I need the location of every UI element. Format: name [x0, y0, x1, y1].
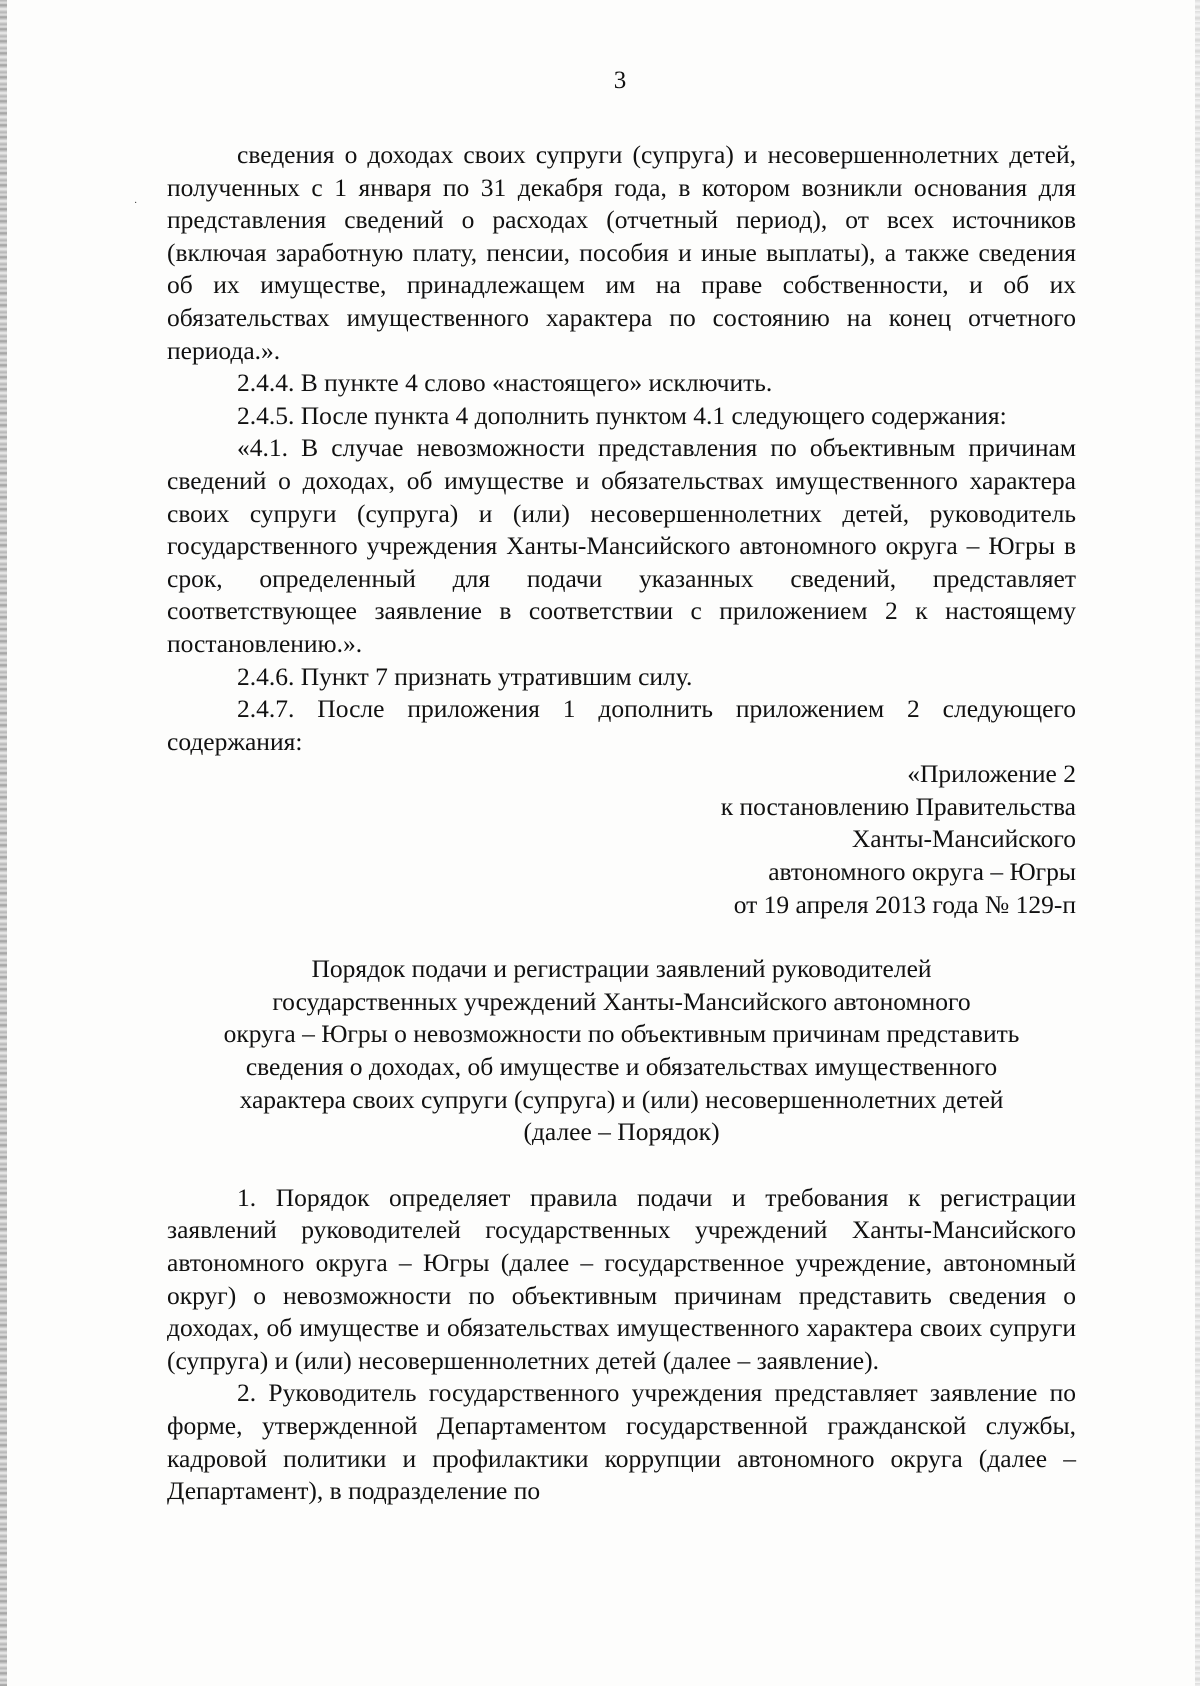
title-line-2: государственных учреждений Ханты-Мансийского автономного	[272, 986, 971, 1016]
document-body	[167, 139, 1076, 1508]
appendix-line-1: «Приложение 2	[907, 759, 1076, 789]
item-2-4-7: 2.4.7. После приложения 1 дополнить приложением 2 следующего содержания:	[167, 694, 1076, 756]
title-line-1: Порядок подачи и регистрации заявлений руководителей	[311, 954, 932, 984]
appendix-line-5: от 19 апреля 2013 года № 129-п	[733, 889, 1076, 919]
order-paragraph-2: 2. Руководитель государственного учреждения представляет заявление по форме, утвержденной Департаментом государственной гражданской службы, кадровой политики и профилактики коррупции автономного округа (далее – Департамент), в подразделение по	[167, 1378, 1076, 1506]
title-spacer	[167, 1149, 1076, 1182]
title-line-6: (далее – Порядок)	[523, 1117, 720, 1147]
order-paragraph-1: 1. Порядок определяет правила подачи и требования к регистрации заявлений руководителей государственных учреждений Ханты-Мансийского автономного округа – Югры (далее – государственное учреждение, автономный округ) о невозможности по объективным причинам представить сведения о доходах, об имуществе и обязательствах имущественного характера своих супруги (супруга) и (или) несовершеннолетних детей (далее – заявление).	[167, 1182, 1076, 1375]
item-4-1: «4.1. В случае невозможности представления по объективным причинам сведений о доходах, об имуществе и обязательствах имущественного характера своих супруги (супруга) и (или) несовершеннолетних детей, руководитель государственного учреждения Ханты-Мансийского автономного округа – Югры в срок, определенный для подачи указанных сведений, представляет соответствующее заявление в соответствии с приложением 2 к настоящему постановлению.».	[167, 433, 1076, 658]
item-2-4-4: 2.4.4. В пункте 4 слово «настоящего» исключить.	[237, 368, 773, 398]
appendix-line-3: Ханты-Мансийского	[851, 824, 1076, 854]
title-line-3: округа – Югры о невозможности по объективным причинам представить	[223, 1019, 1020, 1049]
continuation-paragraph: сведения о доходах своих супруги (супруга) и несовершеннолетних детей, полученных с 1 января по 31 декабря года, в котором возникли основания для представления сведений о расходах (отчетный период), от всех источников (включая заработную плату, пенсии, пособия и иные выплаты), а также сведения об их имуществе, принадлежащем им на праве собственности, и об их обязательствах имущественного характера по состоянию на конец отчетного периода.».	[167, 140, 1076, 365]
title-line-4: сведения о доходах, об имуществе и обязательствах имущественного	[245, 1052, 998, 1082]
title-line-5: характера своих супруги (супруга) и (или) несовершеннолетних детей	[239, 1084, 1004, 1114]
scan-edge-left	[0, 0, 7, 1686]
appendix-header	[167, 758, 1076, 921]
appendix-line-2: к постановлению Правительства	[720, 791, 1076, 821]
scan-edge-right	[1195, 0, 1200, 1686]
order-title	[167, 953, 1076, 1149]
item-2-4-6: 2.4.6. Пункт 7 признать утратившим силу.	[237, 661, 693, 691]
appendix-line-4: автономного округа – Югры	[768, 857, 1076, 887]
scan-speck: ·	[134, 198, 138, 209]
item-2-4-5: 2.4.5. После пункта 4 дополнить пунктом 4.1 следующего содержания:	[237, 400, 1007, 430]
page-number: 3	[613, 67, 627, 94]
